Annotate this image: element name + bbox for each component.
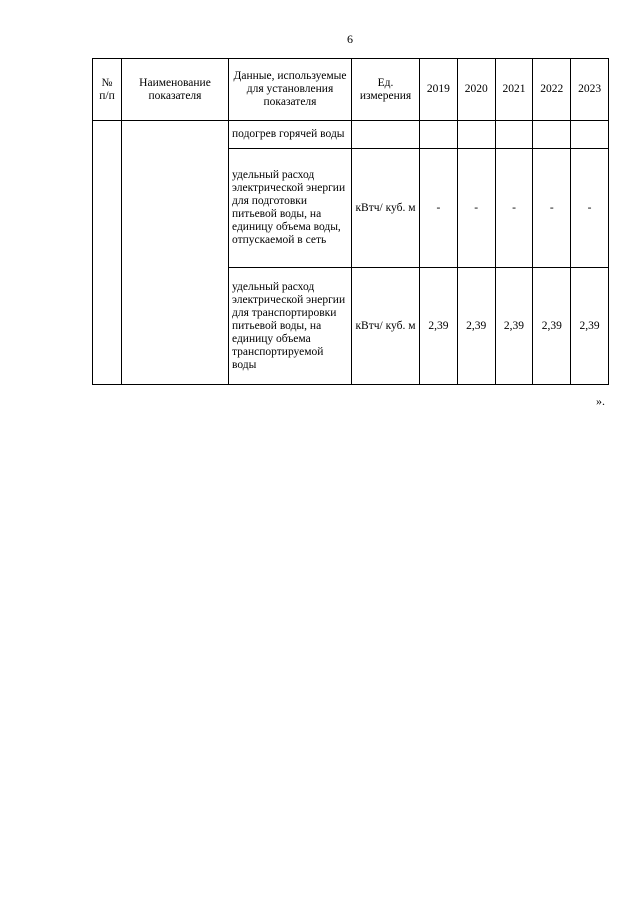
cell-value-2022: - xyxy=(533,149,571,268)
cell-value-2020: 2,39 xyxy=(457,268,495,385)
cell-unit xyxy=(352,121,420,149)
cell-num xyxy=(93,121,122,385)
header-year-2019: 2019 xyxy=(420,59,458,121)
cell-data: подогрев горячей воды xyxy=(229,121,352,149)
cell-unit: кВтч/ куб. м xyxy=(352,268,420,385)
header-num: № п/п xyxy=(93,59,122,121)
cell-data: удельный расход электрической энергии для подготовки питьевой воды, на единицу объема воды, отпускаемой в сеть xyxy=(229,149,352,268)
header-unit: Ед. измерения xyxy=(352,59,420,121)
cell-data: удельный расход электрической энергии для транспортировки питьевой воды, на единицу объема транспортируемой воды xyxy=(229,268,352,385)
cell-value-2020 xyxy=(457,121,495,149)
cell-value-2019: - xyxy=(420,149,458,268)
cell-value-2019: 2,39 xyxy=(420,268,458,385)
cell-value-2022: 2,39 xyxy=(533,268,571,385)
header-year-2023: 2023 xyxy=(571,59,609,121)
table-row xyxy=(93,121,609,149)
cell-value-2021: - xyxy=(495,149,533,268)
page-number: 6 xyxy=(347,32,353,46)
header-year-2020: 2020 xyxy=(457,59,495,121)
cell-name xyxy=(122,121,229,385)
cell-value-2020: - xyxy=(457,149,495,268)
indicators-table xyxy=(92,58,609,385)
header-year-2022: 2022 xyxy=(533,59,571,121)
cell-value-2021 xyxy=(495,121,533,149)
table-header-row xyxy=(93,59,609,121)
cell-value-2021: 2,39 xyxy=(495,268,533,385)
header-name: Наименование показателя xyxy=(122,59,229,121)
header-data: Данные, используемые для установления показателя xyxy=(229,59,352,121)
cell-value-2023: - xyxy=(571,149,609,268)
cell-value-2023 xyxy=(571,121,609,149)
header-year-2021: 2021 xyxy=(495,59,533,121)
cell-unit: кВтч/ куб. м xyxy=(352,149,420,268)
cell-value-2022 xyxy=(533,121,571,149)
cell-value-2019 xyxy=(420,121,458,149)
closing-quote-mark: ». xyxy=(596,394,605,408)
cell-value-2023: 2,39 xyxy=(571,268,609,385)
